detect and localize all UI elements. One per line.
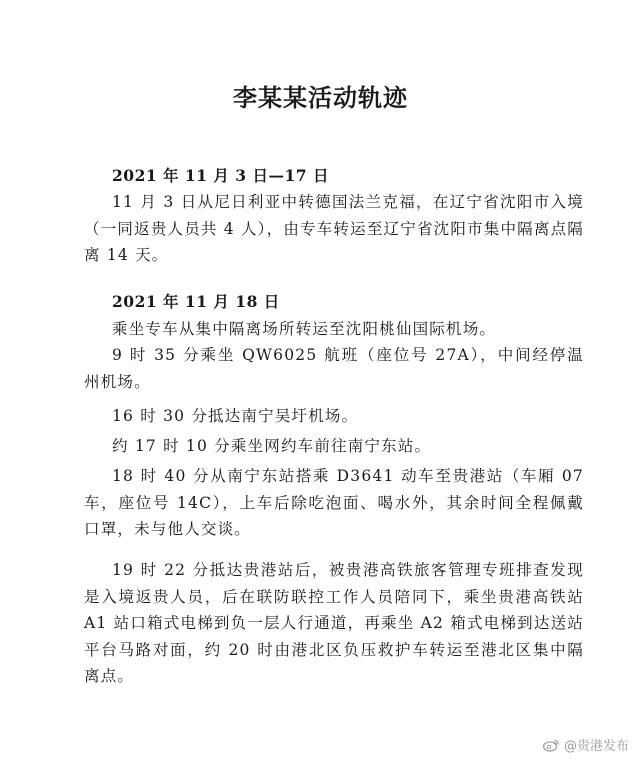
weibo-icon [542, 738, 560, 752]
paragraph: 18 时 40 分从南宁东站搭乘 D3641 动车至贵港站（车厢 07 车，座位号 14C），上车后除吃泡面、喝水外，其余时间全程佩戴口罩，未与他人交谈。 [84, 467, 591, 538]
watermark-text: @贵港发布 [563, 739, 629, 754]
paragraph: 19 时 22 分抵达贵港站后，被贵港高铁旅客管理专班排查发现是入境返贵人员，后在联防联控工作人员陪同下，乘坐贵港高铁站 A1 站口箱式电梯到负一层人行通道，再乘坐 A2 箱式电梯到达送站平台马路对面，约 20 时由港北区负压救护车转运至港北区集中隔离点。 [84, 561, 591, 685]
section-date-heading: 2021 年 11 月 3 日—17 日 [112, 166, 329, 185]
paragraph: 约 17 时 10 分乘坐网约车前往南宁东站。 [112, 437, 432, 455]
section-date-heading: 2021 年 11 月 18 日 [112, 292, 280, 311]
weibo-watermark [542, 735, 629, 754]
document-title: 李某某活动轨迹 [233, 84, 408, 112]
paragraph: 9 时 35 分乘坐 QW6025 航班（座位号 27A），中间经停温州机场。 [84, 346, 584, 391]
paragraph: 11 月 3 日从尼日利亚中转德国法兰克福，在辽宁省沈阳市入境（一同返贵人员共 4 人），由专车转运至辽宁省沈阳市集中隔离点隔离 14 天。 [84, 193, 584, 264]
paragraph: 16 时 30 分抵达南宁吴圩机场。 [112, 407, 359, 425]
paragraph: 乘坐专车从集中隔离场所转运至沈阳桃仙国际机场。 [112, 320, 497, 338]
